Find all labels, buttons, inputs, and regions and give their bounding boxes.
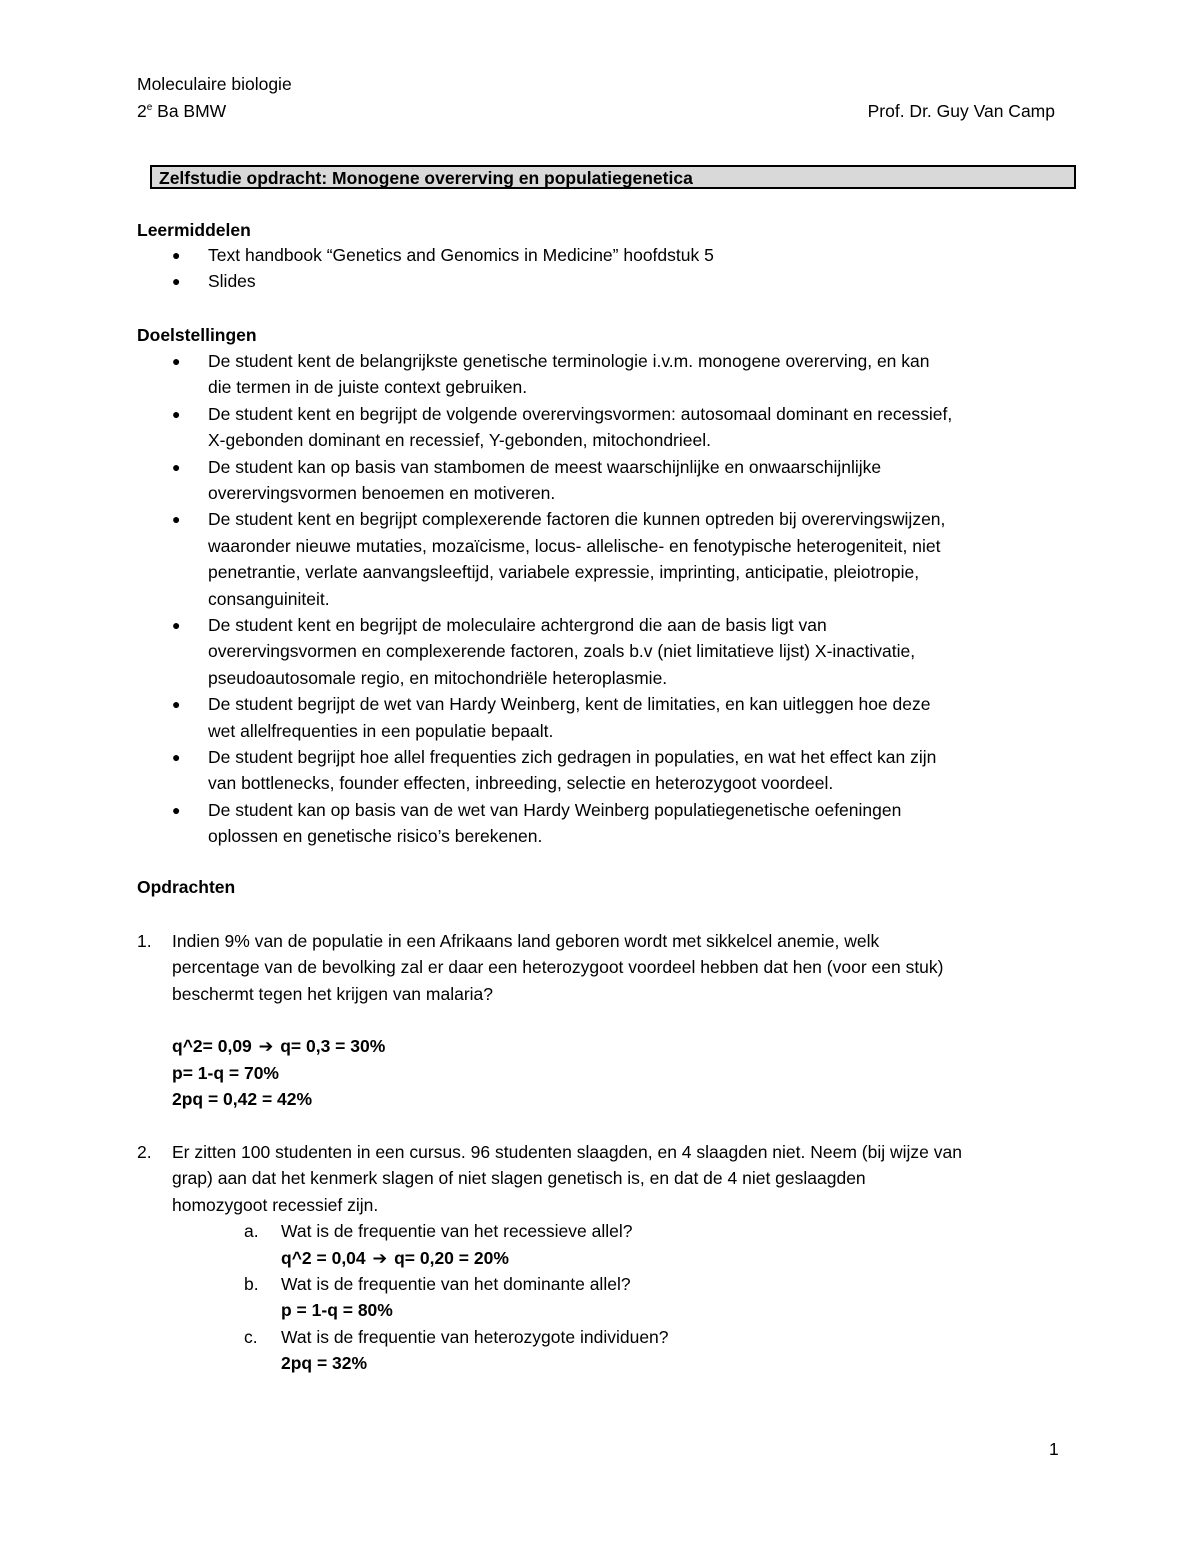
doelstelling-text: die termen in de juiste context gebruiken. [208, 377, 528, 398]
bullet-icon: ● [172, 405, 181, 422]
page-number: 1 [1049, 1439, 1059, 1459]
question-text: homozygoot recessief zijn. [172, 1195, 379, 1215]
year-label: 2e Ba BMW [137, 101, 227, 121]
answer-line: q^2 = 0,04 ➔ q= 0,20 = 20% [281, 1245, 509, 1272]
assignment-title: Zelfstudie opdracht: Monogene overerving en populatiegenetica [159, 168, 693, 188]
doelstelling-text: De student kent en begrijpt de volgende overervingsvormen: autosomaal dominant en recessief, [208, 403, 953, 424]
subquestion-text: Wat is de frequentie van het dominante allel? [281, 1274, 631, 1294]
course-name: Moleculaire biologie [137, 74, 292, 94]
question-text: Indien 9% van de populatie in een Afrikaans land geboren wordt met sikkelcel anemie, welk [172, 931, 880, 951]
bullet-icon: ● [172, 696, 181, 713]
answer-line: 2pq = 0,42 = 42% [172, 1089, 313, 1109]
doelstelling-text: penetrantie, verlate aanvangsleeftijd, variabele expressie, imprinting, anticipatie, pleiotropie, [208, 562, 920, 583]
answer-line: 2pq = 32% [281, 1353, 368, 1373]
doelstelling-text: De student kan op basis van de wet van Hardy Weinberg populatiegenetische oefeningen [208, 799, 902, 820]
doelstelling-text: consanguiniteit. [208, 588, 330, 609]
doelstelling-text: De student begrijpt hoe allel frequenties zich gedragen in populaties, en wat het effect kan zijn [208, 747, 937, 767]
assignment-title-box [150, 165, 1076, 189]
arrow-icon: ➔ [372, 1248, 388, 1268]
bullet-icon: ● [172, 247, 181, 263]
bullet-icon: ● [172, 801, 181, 818]
bullet-icon: ● [172, 749, 181, 765]
bullet-icon: ● [172, 511, 181, 528]
doelstelling-text: overervingsvormen en complexerende factoren, zoals b.v (niet limitatieve lijst) X-inactivatie, [208, 641, 916, 662]
question-text: beschermt tegen het krijgen van malaria? [172, 984, 494, 1004]
doelstelling-text: waaronder nieuwe mutaties, mozaïcisme, locus- allelische- en fenotypische heterogeniteit, niet [208, 535, 941, 556]
bullet-icon: ● [172, 617, 181, 633]
question-text: grap) aan dat het kenmerk slagen of niet slagen genetisch is, en dat de 4 niet geslaagden [172, 1168, 866, 1188]
arrow-icon: ➔ [258, 1036, 274, 1056]
doelstelling-text: pseudoautosomale regio, en mitochondriële heteroplasmie. [208, 667, 668, 688]
doelstellingen-heading: Doelstellingen [137, 325, 257, 345]
answer-line: p= 1-q = 70% [172, 1063, 279, 1083]
answer-line: q^2= 0,09 ➔ q= 0,3 = 30% [172, 1033, 385, 1060]
doelstelling-text: overervingsvormen benoemen en motiveren. [208, 483, 556, 503]
leermiddel-item: Text handbook “Genetics and Genomics in Medicine” hoofdstuk 5 [208, 245, 714, 265]
question-number: 1. [137, 931, 152, 951]
doelstelling-text: X-gebonden dominant en recessief, Y-gebonden, mitochondrieel. [208, 430, 711, 451]
leermiddelen-heading: Leermiddelen [137, 220, 251, 240]
subquestion-label: b. [244, 1274, 259, 1294]
doelstelling-text: van bottlenecks, founder effecten, inbreeding, selectie en heterozygoot voordeel. [208, 773, 834, 794]
doelstelling-text: De student kent de belangrijkste genetische terminologie i.v.m. monogene overerving, en kan [208, 351, 930, 371]
bullet-icon: ● [172, 353, 181, 369]
doelstelling-text: wet allelfrequenties in een populatie bepaalt. [208, 720, 554, 741]
leermiddel-item: Slides [208, 271, 256, 291]
question-text: Er zitten 100 studenten in een cursus. 96 studenten slaagden, en 4 slaagden niet. Neem (bij wijze van [172, 1142, 962, 1162]
subquestion-label: a. [244, 1221, 259, 1241]
professor-name: Prof. Dr. Guy Van Camp [867, 101, 1055, 121]
doelstelling-text: oplossen en genetische risico’s berekenen. [208, 826, 543, 847]
answer-line: p = 1-q = 80% [281, 1300, 393, 1320]
question-text: percentage van de bevolking zal er daar een heterozygoot voordeel hebben dat hen (voor een stuk) [172, 957, 944, 977]
opdrachten-heading: Opdrachten [137, 877, 236, 897]
subquestion-text: Wat is de frequentie van heterozygote individuen? [281, 1327, 669, 1347]
doelstelling-text: De student begrijpt de wet van Hardy Weinberg, kent de limitaties, en kan uitleggen hoe deze [208, 694, 931, 715]
doelstelling-text: De student kan op basis van stambomen de meest waarschijnlijke en onwaarschijnlijke [208, 456, 882, 477]
subquestion-label: c. [244, 1327, 258, 1347]
bullet-icon: ● [172, 458, 181, 475]
subquestion-text: Wat is de frequentie van het recessieve allel? [281, 1221, 633, 1241]
question-number: 2. [137, 1142, 152, 1162]
doelstelling-text: De student kent en begrijpt complexerende factoren die kunnen optreden bij overervingswijzen, [208, 509, 946, 530]
doelstelling-text: De student kent en begrijpt de moleculaire achtergrond die aan de basis ligt van [208, 615, 827, 635]
bullet-icon: ● [172, 273, 181, 289]
